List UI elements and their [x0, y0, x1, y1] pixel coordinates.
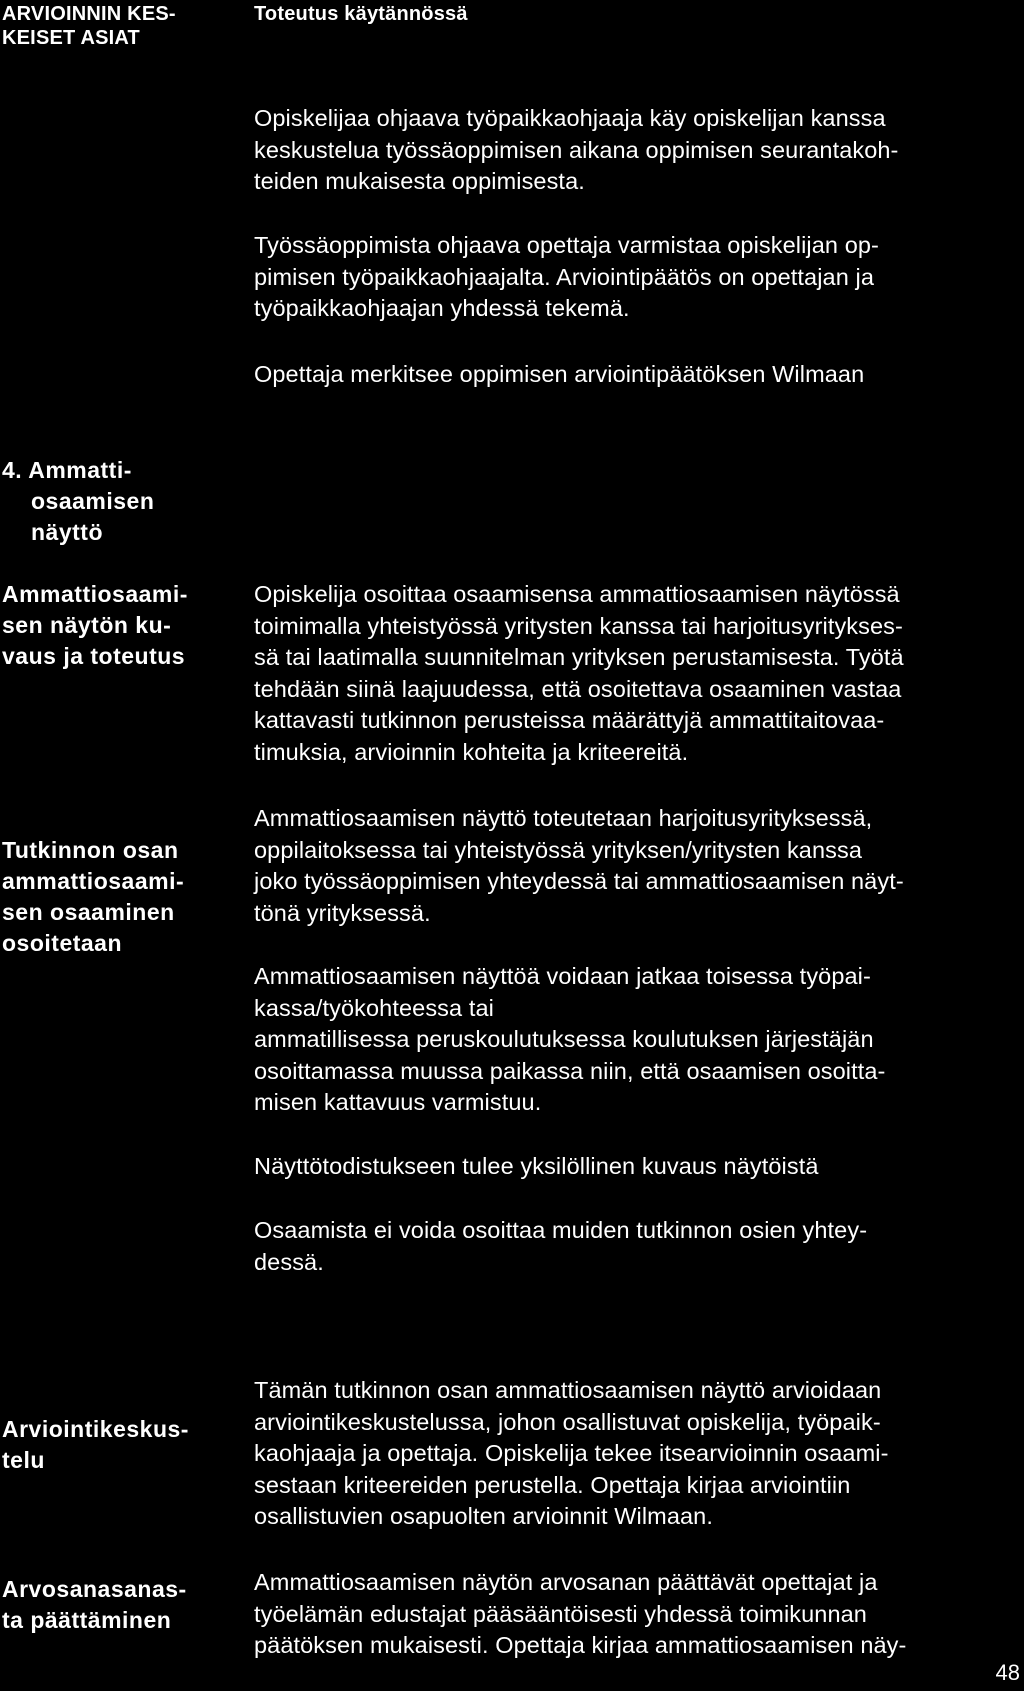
top-section-text [254, 230, 1014, 325]
label-line: ta päättäminen [2, 1607, 172, 1633]
label-line: Arviointikeskus- [2, 1416, 189, 1442]
label-line: ammattiosaami- [2, 868, 185, 894]
text-line: sä tai laatimalla suunnitelman yrityksen perustamisesta. Työtä [254, 644, 904, 670]
text-line: kassa/työkohteessa tai [254, 994, 494, 1021]
label-line: Tutkinnon osan [2, 837, 179, 863]
paragraph [254, 1375, 1014, 1533]
column-header-toteutus: Toteutus käytännössä [254, 3, 468, 25]
text-line: osoittamassa muussa paikassa niin, että osaamisen osoitta- [254, 1057, 886, 1084]
text-line: Näyttötodistukseen tulee yksilöllinen kuvaus näytöistä [254, 1153, 819, 1179]
label-line: sen osaaminen [2, 899, 175, 925]
text-line: timuksia, arvioinnin kohteita ja kriteereitä. [254, 738, 689, 765]
text-line: kaohjaaja ja opettaja. Opiskelija tekee itsearvioinnin osaami- [254, 1440, 889, 1466]
text-line: tönä yrityksessä. [254, 899, 431, 926]
text-line: sestaan kriteereiden perustella. Opettaja kirjaa arviointiin [254, 1471, 851, 1498]
row-label-kuvaus [2, 579, 188, 672]
text-line: ammatillisessa peruskoulutuksessa koulutuksen järjestäjän [254, 1026, 874, 1052]
text-line: Työssäoppimista ohjaava opettaja varmistaa opiskelijan op- [254, 232, 879, 258]
paragraph [254, 359, 1014, 391]
text-line: tehdään siinä laajuudessa, että osoitettava osaaminen vastaa [254, 675, 902, 702]
row-label-arviointikeskustelu [2, 1414, 189, 1476]
heading-line: osaamisen [31, 488, 155, 514]
arviointikeskustelu-text [254, 1375, 1014, 1533]
paragraph [254, 103, 1014, 198]
column-header-arvioinnin [2, 2, 176, 50]
text-line: joko työssäoppimisen yhteydessä tai ammattiosaamisen näyt- [254, 868, 904, 894]
text-line: työelämän edustajat pääsääntöisesti yhdessä toimikunnan [254, 1600, 867, 1627]
kuvaus-text [254, 1215, 1014, 1278]
text-line: kattavasti tutkinnon perusteissa määrättyjä ammattitaitovaa- [254, 707, 885, 733]
kuvaus-text [254, 961, 1014, 1119]
text-line: Opiskelija osoittaa osaamisensa ammattiosaamisen näytössä [254, 581, 900, 607]
text-line: osallistuvien osapuolten arvioinnit Wilmaan. [254, 1503, 713, 1529]
paragraph [254, 1215, 1014, 1278]
label-line: vaus ja toteutus [2, 643, 186, 669]
top-section-text [254, 103, 1014, 198]
text-line: pimisen työpaikkaohjaajalta. Arviointipäätös on opettajan ja [254, 263, 875, 290]
paragraph [254, 230, 1014, 325]
section-heading [2, 455, 154, 548]
label-line: Ammattiosaami- [2, 581, 188, 607]
row-label-tutkinnon [2, 835, 184, 959]
row-label-arvosana [2, 1574, 187, 1636]
arvosana-text [254, 1567, 1014, 1662]
label-line: telu [2, 1447, 45, 1473]
kuvaus-text [254, 803, 1014, 929]
text-line: Ammattiosaamisen näyttöä voidaan jatkaa toisessa työpai- [254, 963, 871, 989]
paragraph [254, 579, 1014, 768]
kuvaus-text [254, 579, 1014, 768]
text-line: Opettaja merkitsee oppimisen arviointipäätöksen Wilmaan [254, 361, 865, 387]
text-line: oppilaitoksessa tai yhteistyössä yrityksen/yritysten kanssa [254, 836, 863, 863]
text-line: Ammattiosaamisen näytön arvosanan päättävät opettajat ja [254, 1569, 878, 1595]
text-line: teiden mukaisesta oppimisesta. [254, 168, 585, 194]
text-line: dessä. [254, 1248, 324, 1275]
paragraph [254, 1567, 1014, 1662]
top-section-text [254, 359, 1014, 391]
text-line: toimimalla yhteistyössä yritysten kanssa tai harjoitusyritykses- [254, 612, 903, 639]
text-line: misen kattavuus varmistuu. [254, 1089, 542, 1115]
text-line: arviointikeskustelussa, johon osallistuvat opiskelija, työpaik- [254, 1408, 881, 1435]
label-line: sen näytön ku- [2, 612, 172, 638]
text-line: Ammattiosaamisen näyttö toteutetaan harjoitusyrityksessä, [254, 805, 873, 831]
page-number: 48 [995, 1660, 1020, 1685]
header-line: KEISET ASIAT [2, 27, 140, 49]
label-line: Arvosanasanas- [2, 1576, 187, 1602]
heading-line: 4. Ammatti- [2, 457, 132, 483]
kuvaus-text [254, 1151, 1014, 1183]
text-line: Osaamista ei voida osoittaa muiden tutkinnon osien yhtey- [254, 1217, 868, 1243]
paragraph [254, 803, 1014, 929]
paragraph [254, 1151, 1014, 1183]
paragraph [254, 961, 1014, 1119]
text-line: työpaikkaohjaajan yhdessä tekemä. [254, 295, 630, 321]
text-line: päätöksen mukaisesti. Opettaja kirjaa ammattiosaamisen näy- [254, 1632, 907, 1658]
text-line: Tämän tutkinnon osan ammattiosaamisen näyttö arvioidaan [254, 1377, 882, 1403]
label-line: osoitetaan [2, 930, 123, 956]
heading-line: näyttö [31, 519, 103, 545]
text-line: Opiskelijaa ohjaava työpaikkaohjaaja käy opiskelijan kanssa [254, 105, 886, 131]
header-line: ARVIOINNIN KES- [2, 3, 176, 25]
text-line: keskustelua työssäoppimisen aikana oppimisen seurantakoh- [254, 136, 899, 163]
